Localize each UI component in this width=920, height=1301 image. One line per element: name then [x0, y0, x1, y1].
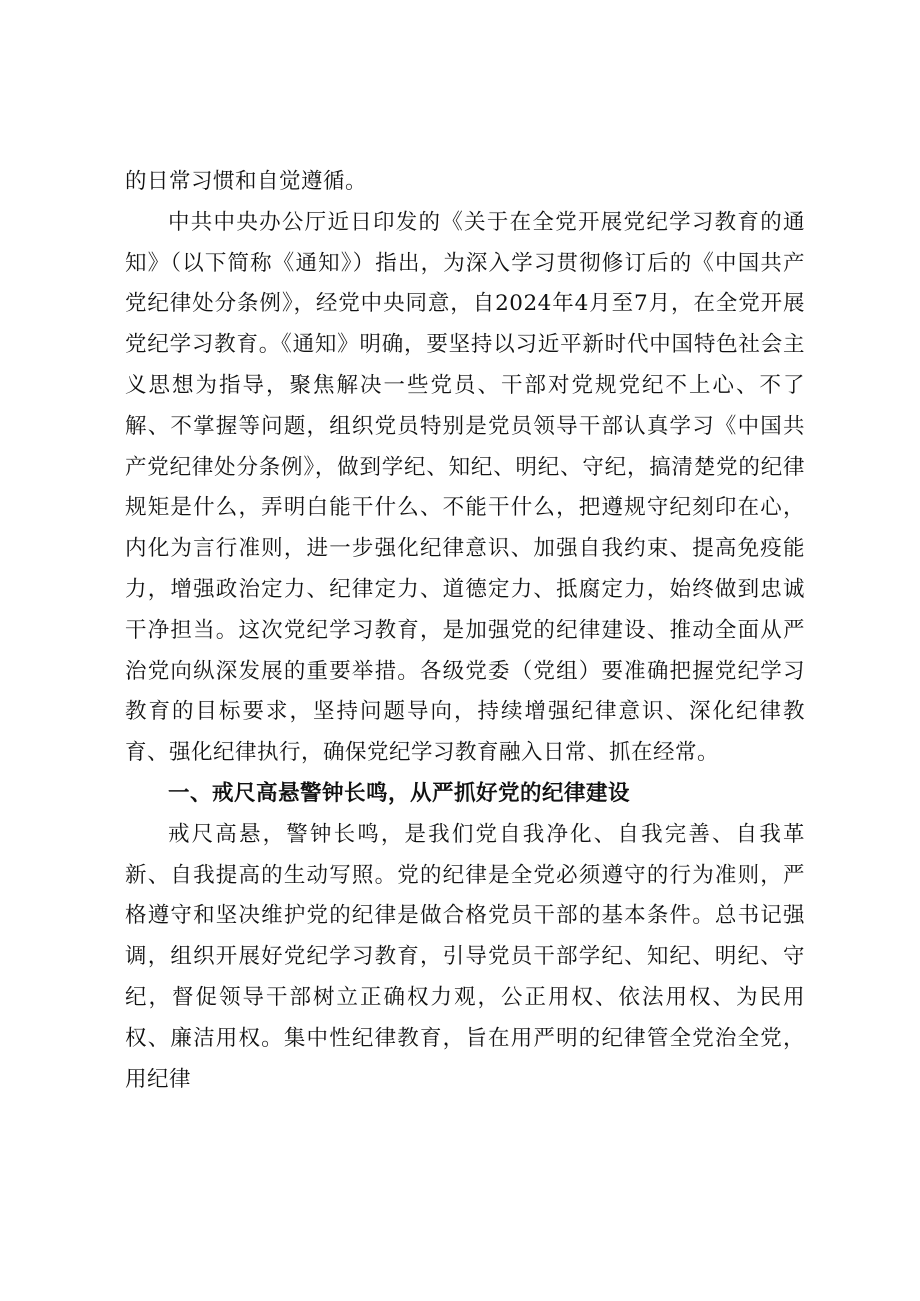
section-heading-1: 一、戒尺高悬警钟长鸣，从严抓好党的纪律建设: [168, 780, 631, 806]
paragraph-section-1: 戒尺高悬，警钟长鸣，是我们党自我净化、自我完善、自我革新、自我提高的生动写照。党的纪律是全党必须遵守的行为准则，严格遵守和坚决维护党的纪律是做合格党员干部的基本条件。总书记强调，组织开展好党纪学习教育，引导党员干部学纪、知纪、明纪、守纪，督促领导干部树立正确权力观，公正用权、依法用权、为民用权、廉洁用权。集中性纪律教育，旨在用严明的纪律管全党治全党，用纪律: [125, 821, 805, 1092]
paragraph-notice: 中共中央办公厅近日印发的《关于在全党开展党纪学习教育的通知》（以下简称《通知》）指出，为深入学习贯彻修订后的《中国共产党纪律处分条例》，经党中央同意，自2024年4月至7月，在全党开展党纪学习教育。《通知》明确，要坚持以习近平新时代中国特色社会主义思想为指导，聚焦解决一些党员、干部对党规党纪不上心、不了解、不掌握等问题，组织党员特别是党员领导干部认真学习《中国共产党纪律处分条例》，做到学纪、知纪、明纪、守纪，搞清楚党的纪律规矩是什么，弄明白能干什么、不能干什么，把遵规守纪刻印在心，内化为言行准则，进一步强化纪律意识、加强自我约束、提高免疫能力，增强政治定力、纪律定力、道德定力、抵腐定力，始终做到忠诚干净担当。这次党纪学习教育，是加强党的纪律建设、推动全面从严治党向纵深发展的重要举措。各级党委（党组）要准确把握党纪学习教育的目标要求，坚持问题导向，持续增强纪律意识、深化纪律教育、强化纪律执行，确保党纪学习教育融入日常、抓在经常。: [125, 209, 805, 766]
document-page: [125, 162, 805, 1100]
paragraph-continuation: 的日常习惯和自觉遵循。: [125, 169, 368, 194]
